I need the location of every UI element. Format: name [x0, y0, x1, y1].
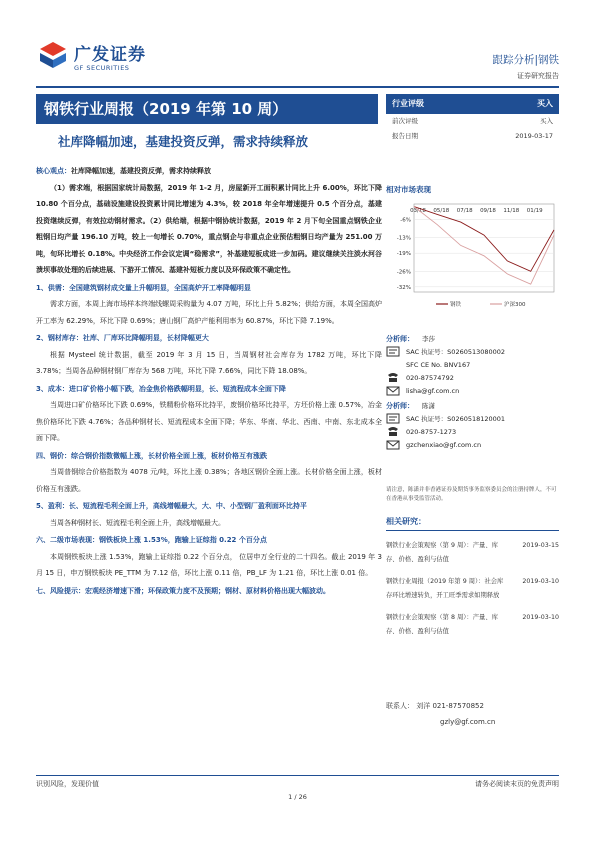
- page-number: 1 / 26: [288, 793, 307, 801]
- report-subtitle: 社库降幅加速，基建投资反弹，需求持续释放: [58, 134, 309, 149]
- section-6-heading: 六、二级市场表现：钢铁板块上涨 1.53%，跑输上证综指 0.22 个百分点: [36, 536, 267, 544]
- related-heading: 相关研究：: [386, 516, 559, 531]
- analyst-2-phone: 020-8757-1273: [406, 427, 457, 436]
- report-date-label: 报告日期: [392, 132, 418, 140]
- legend-label-csi300: 沪深300: [504, 302, 526, 308]
- y-tick-label: -26%: [396, 269, 411, 276]
- x-tick-label: 11/18: [503, 208, 520, 214]
- rating-value: 买入: [537, 99, 553, 108]
- section-6-text: 本周钢铁板块上涨 1.53%，跑输上证综指 0.22 个百分点， 位居申万全行业的二十四名。截止 2019 年 3 月 15 日，申万钢铁板块 PE_TTM 为 7.12 倍，环比上涨 0.11 倍，PB_LF 为 1.21 倍，环比上涨 0.01 倍。: [36, 552, 382, 577]
- y-tick-label: -19%: [396, 251, 411, 258]
- rating-label: 行业评级: [392, 99, 424, 108]
- header-meta: [492, 52, 559, 81]
- footer-divider: [36, 775, 559, 776]
- analyst-panel: [386, 332, 559, 451]
- footer-disclaimer: 请务必阅读末页的免责声明: [475, 780, 559, 788]
- section-2-heading: 2、钢材库存：社库、厂库环比降幅明显，长材降幅更大: [36, 334, 209, 342]
- analyst-2: [386, 399, 559, 451]
- analyst-1-sac: SAC 执证号：S0260513080002: [406, 348, 506, 356]
- section-5-heading: 5、盈利：长、短流程毛利全面上升，高线增幅最大，大、中、小型钢厂盈利面环比持平: [36, 502, 307, 510]
- section-1-heading: 1、供需：全国建筑钢材成交量上升幅明显，全国高炉开工率降幅明显: [36, 283, 251, 292]
- company-logo: [38, 40, 163, 82]
- core-paragraph: （1）需求端，根据国家统计局数据，2019 年 1-2 月，房屋新开工面积累计同比上升 6.00%，环比下降 10.80 个百分点，基础设施建设投资累计同比增速为 4.3%，较 2018 年全年增速提升 0.5 个百分点，基建投资继续反弹，有效拉动钢材需求。（2）供给端，根据中钢协统计数据，2019 年 2 月下旬全国重点钢铁企业粗钢日均产量 196.10 万吨，较上一旬增长 0.70%，重点钢企与非重点企业预估粗钢日均产量为 251.00 万吨，旬环比增长 0.18%。中央经济工作会议定调“稳需求”，补基建短板成进一步加码。建议继续关注淡水河谷溃坝事故处理的后续进展、下游开工情况、基建补短板力度以及环保政策不确定性。: [36, 183, 382, 274]
- contact-person: 联系人： 刘洋 021-87570852: [386, 702, 484, 710]
- analyst-2-sac: SAC 执证号：S0260518120001: [406, 415, 506, 423]
- licensing-note: 请注意，陈潇并非香港证券及期货事务监察委员会的注册持牌人，不可在香港从事受监管活动。: [386, 487, 557, 502]
- related-item-date: 2019-03-10: [522, 578, 559, 585]
- certificate-icon: [386, 346, 400, 357]
- section-4-heading: 四、钢价：综合钢价指数微幅上涨，长材价格全面上涨，板材价格互有涨跌: [36, 451, 267, 460]
- legend-label-steel: 钢铁: [450, 302, 462, 308]
- contact-email[interactable]: gzly@gf.com.cn: [440, 718, 496, 726]
- core-text: 社库降幅加速，基建投资反弹，需求持续释放: [71, 167, 211, 175]
- related-research: [386, 516, 559, 639]
- related-item[interactable]: [386, 575, 559, 603]
- phone-icon: [386, 372, 400, 383]
- series-line-csi300: [414, 207, 554, 285]
- rating-header: [386, 94, 559, 114]
- prev-rating-value: 买入: [540, 117, 553, 125]
- logo-en-text: GF SECURITIES: [74, 64, 130, 72]
- analyst-2-name: 陈潇: [422, 402, 435, 410]
- x-tick-label: 07/18: [456, 208, 473, 214]
- section-3-text: 当周进口矿价格环比下跌 0.69%，铁精粉价格环比持平，废钢价格环比持平，方坯价格上涨 0.57%，冶金焦价格环比下跌 4.76%；各品种钢材长、短流程成本全面下降；华东、华南、华北、西南、中南、东北成本全面下降。: [36, 401, 382, 442]
- report-date-value: 2019-03-17: [515, 132, 553, 140]
- footer-slogan: 识别风险，发现价值: [36, 780, 99, 788]
- relative-performance-chart: [386, 196, 559, 312]
- related-item-title: 钢铁行业会策观察（第 9 周）：产量、库存、价格、盈利与估值: [386, 542, 498, 563]
- section-7-heading: 七、风险提示：宏观经济增速下滑；环保政策力度不及预期；钢材、原材料价格出现大幅波动。: [36, 586, 330, 595]
- x-tick-label: 09/18: [480, 208, 496, 214]
- section-2-text: 根据 Mysteel 统计数据，截至 2019 年 3 月 15 日，当周钢材社会库存为 1782 万吨，环比下降 3.78%；当周各品种钢材钢厂库存为 568 万吨，环比下降 7.66%，同比下降 18.08%。: [36, 350, 382, 375]
- report-date-row: [386, 129, 559, 144]
- related-item-title: 钢铁行业周报（2019 年第 9 周）：社会库存环比增速转负，开工旺季需求如期释放: [386, 578, 504, 599]
- logo-cn-text: 广发证券: [74, 45, 146, 65]
- x-tick-label: 03/18: [410, 208, 426, 214]
- core-view: [36, 163, 382, 180]
- analyst-1-sfc: SFC CE No. BNV167: [406, 360, 471, 369]
- related-item-date: 2019-03-15: [522, 542, 559, 549]
- series-line-steel: [414, 207, 554, 272]
- related-item-title: 钢铁行业会策观察（第 8 周）：产量、库存、价格、盈利与估值: [386, 614, 498, 635]
- analyst-1-name: 李莎: [422, 335, 435, 343]
- report-type: 证券研究报告: [517, 72, 559, 80]
- analyst-1-email[interactable]: lisha@gf.com.cn: [406, 386, 460, 395]
- section-4-text: 当周普钢综合价格指数为 4078 元/吨，环比上涨 0.38%；各地区钢价全面上涨。长材价格全面上涨，板材价格互有涨跌。: [36, 468, 382, 493]
- report-title: 钢铁行业周报（2019 年第 10 周）: [36, 94, 378, 124]
- chart-title: 相对市场表现: [386, 185, 431, 194]
- prev-rating-label: 前次评级: [392, 117, 418, 125]
- header-divider: [36, 86, 559, 88]
- core-label: 核心观点：: [36, 167, 71, 175]
- analyst-2-email[interactable]: gzchenxiao@gf.com.cn: [406, 440, 482, 449]
- y-tick-label: -32%: [396, 284, 411, 291]
- prev-rating-row: [386, 114, 559, 129]
- rating-box: [386, 94, 559, 144]
- analyst-2-label: 分析师：: [386, 401, 414, 410]
- x-tick-label: 05/18: [433, 208, 450, 214]
- phone-icon: [386, 426, 400, 437]
- email-icon: [386, 439, 400, 450]
- section-1-text: 需求方面，本周上海市场样本终端线螺周采购量为 4.07 万吨，环比上升 5.82%；供给方面，本周全国高炉开工率为 62.29%，环比下降 0.69%；唐山钢厂高炉产能利用率为 60.87%，环比下降 7.19%。: [36, 300, 382, 325]
- gf-logo-icon: [38, 40, 68, 70]
- report-category: 跟踪分析|钢铁: [492, 54, 559, 66]
- related-item[interactable]: [386, 611, 559, 639]
- analyst-1-phone: 020-87574792: [406, 373, 454, 382]
- section-5-text: 当周各种钢材长、短流程毛利全面上升，高线增幅最大。: [50, 518, 225, 527]
- related-item-date: 2019-03-10: [522, 614, 559, 621]
- main-body: [36, 163, 382, 599]
- section-3-heading: 3、成本：进口矿价格小幅下跌，冶金焦价格跌幅明显，长、短流程成本全面下降: [36, 384, 286, 393]
- certificate-icon: [386, 413, 400, 424]
- x-tick-label: 01/19: [526, 208, 543, 214]
- y-tick-label: -6%: [400, 217, 411, 224]
- analyst-1-label: 分析师：: [386, 334, 414, 343]
- y-tick-label: -13%: [396, 235, 411, 242]
- related-item[interactable]: [386, 539, 559, 567]
- contact-info: [386, 698, 495, 730]
- analyst-1: [386, 332, 559, 397]
- email-icon: [386, 385, 400, 396]
